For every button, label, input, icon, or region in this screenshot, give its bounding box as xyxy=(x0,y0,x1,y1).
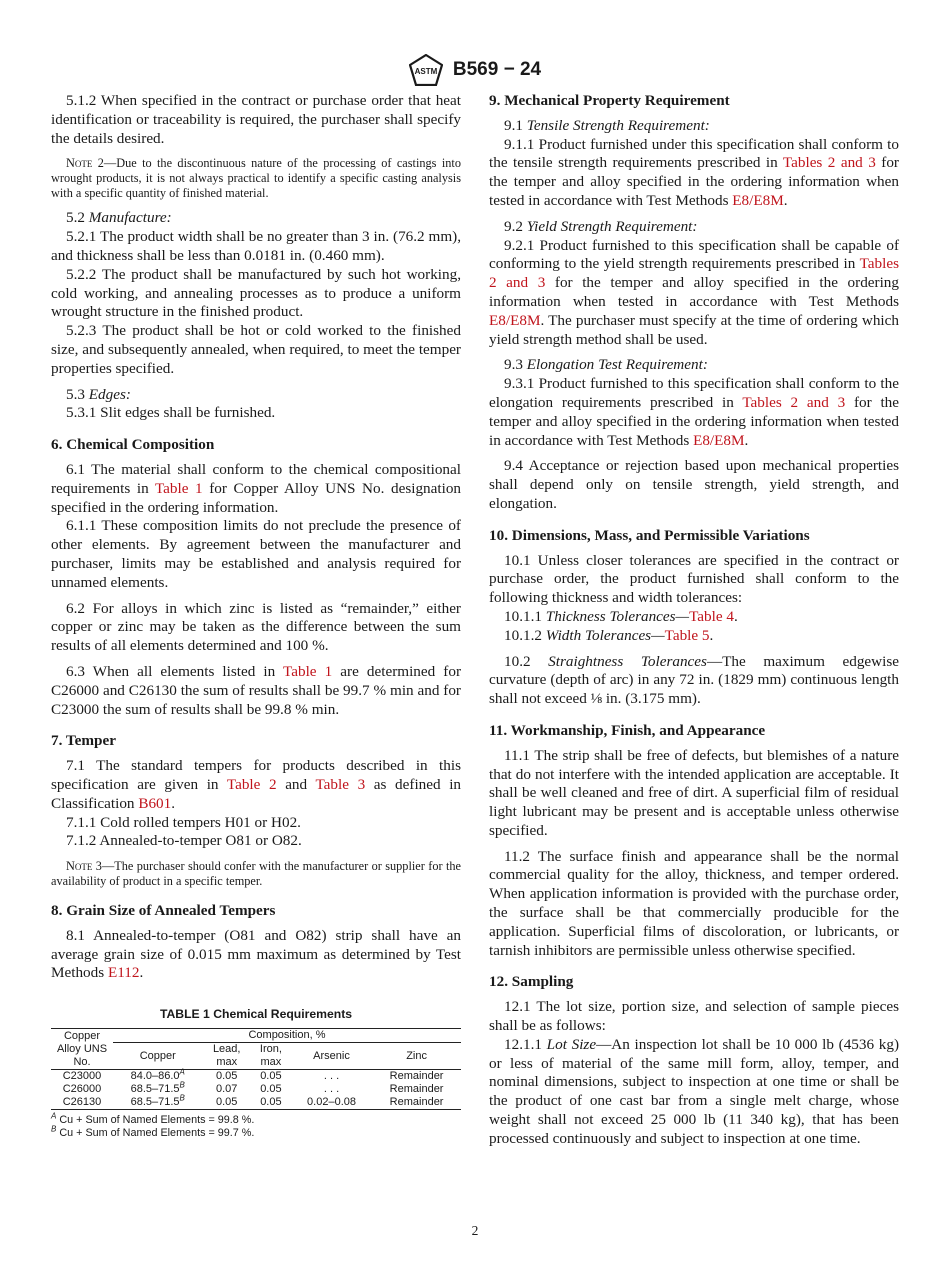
para-11-1: 11.1 The strip shall be free of defects, but blemishes of a nature that do not interfere with the intended application are acceptable. It shall be well cleaned and free of dirt. A superficial film of residual light lubricant may be present and is acceptable unless otherwise specified. xyxy=(489,746,899,839)
col-header-alloy: Copper Alloy UNS No. xyxy=(51,1029,113,1070)
para-6-1: 6.1 The material shall conform to the chemical compositional requirements in Table 1 for Copper Alloy UNS No. designation specified in the ordering information. xyxy=(51,460,462,516)
table-footnote-a: $^A$ Cu + Sum of Named Elements = 99.8 %. xyxy=(51,1111,255,1127)
table-row: C23000 $84.0-86.0^A$ 0.05 0.05 . . . Remainder xyxy=(62,1067,444,1083)
para-5-2-2: 5.2.2 The product shall be manufactured by such hot working, cold working, and annealing processes as to produce a uniform wrought structure in the finished product. xyxy=(51,265,461,321)
para-7-1-2: 7.1.2 Annealed-to-temper O81 or O82. xyxy=(66,832,302,850)
tables-2-3-link[interactable]: Tables 2 and 3 xyxy=(742,393,846,411)
table-1-link[interactable]: Table 1 xyxy=(283,662,333,680)
col-header-composition: Composition, % xyxy=(113,1029,461,1043)
section-9-heading: 9. Mechanical Property Requirement xyxy=(489,92,730,109)
para-5-2-3: 5.2.3 The product shall be hot or cold worked to the finished size, and subsequently annealed, when required, to meet the temper properties specified. xyxy=(51,322,461,377)
col-header-copper: Copper xyxy=(113,1043,203,1070)
para-6-1-1: 6.1.1 These composition limits do not preclude the presence of other elements. By agreement between the manufacturer and purchaser, limits may be established and analysis required for unnamed elements. xyxy=(51,517,461,591)
astm-logo-icon xyxy=(409,54,443,86)
table-3-link[interactable]: Table 3 xyxy=(315,775,366,793)
para-10-1: 10.1 Unless closer tolerances are specified in the contract or purchase order, the product furnished shall conform to the following thickness and width tolerances: xyxy=(489,551,899,607)
para-5-2: 5.2 Manufacture: xyxy=(66,209,172,227)
para-10-1-1: 10.1.1 Thickness Tolerances—Table 4. xyxy=(504,607,738,625)
tables-2-3-link[interactable]: Tables 2 and 3 xyxy=(489,255,899,292)
para-5-1-2: 5.1.2 When specified in the contract or purchase order that heat identification or traceability is required, the purchaser shall specify the details desired. xyxy=(51,92,461,147)
page-header xyxy=(0,54,950,86)
para-10-1-2: 10.1.2 Width Tolerances—Table 5. xyxy=(504,626,714,644)
table-4-link[interactable]: Table 4 xyxy=(689,607,734,625)
note-3: Note 3—The purchaser should confer with the manufacturer or supplier for the availability of product in a specific temper. xyxy=(51,859,461,889)
section-8-heading: 8. Grain Size of Annealed Tempers xyxy=(51,902,276,920)
section-7-heading: 7. Temper xyxy=(51,732,116,750)
para-9-1-1: 9.1.1 Product furnished under this specification shall conform to the tensile strength requirements prescribed in Tables 2 and 3 for the temper and alloy specified in the ordering information when tested in accordance with Test Methods E8/E8M. xyxy=(489,135,899,209)
e8-e8m-link[interactable]: E8/E8M xyxy=(489,311,541,329)
para-11-2: 11.2 The surface finish and appearance shall be the normal commercial quality for the alloy, thickness, and temper ordered. When application information is provided with the purchase order, the surface shall be that commercially producible for the application. Superficial films of discoloration, or lubricants, or tarnish inhibitors are permissible unless otherwise specified. xyxy=(489,847,899,959)
table-row: C26000 $68.5-71.5^B$ 0.07 0.05 . . . Remainder xyxy=(62,1080,444,1096)
tables-2-3-link[interactable]: Tables 2 and 3 xyxy=(782,154,876,172)
para-5-3: 5.3 Edges: xyxy=(66,385,131,403)
right-column xyxy=(489,92,899,1149)
e8-e8m-link[interactable]: E8/E8M xyxy=(693,431,745,449)
para-5-3-1: 5.3.1 Slit edges shall be furnished. xyxy=(66,404,276,422)
b601-link[interactable]: B601 xyxy=(138,794,172,812)
col-header-zinc: Zinc xyxy=(372,1043,461,1070)
col-header-iron: Iron, max xyxy=(251,1043,291,1070)
para-6-2: 6.2 For alloys in which zinc is listed as “remainder,” either copper or zinc may be taken as the difference between the sum results of all elements determined and 100 %. xyxy=(51,599,461,655)
para-7-1: 7.1 The standard tempers for products described in this specification are given in Table 2 and Table 3 as defined in Classification B601. xyxy=(51,757,462,812)
table-1-caption: TABLE 1 Chemical Requirements xyxy=(159,1007,353,1022)
para-12-1-1: 12.1.1 Lot Size—An inspection lot shall be 10 000 lb (4536 kg) or less of material of the same mill form, alloy, temper, and nominal dimensions, subject to inspection at one time or shall be the product of one cast bar from a single melt charge, whose weight shall not exceed 25 000 lb (11 340 kg), that has been processed continuously and subject to inspection at one time. xyxy=(489,1035,900,1147)
svg-text:ASTM: ASTM xyxy=(414,67,438,76)
para-6-3: 6.3 When all elements listed in Table 1 are determined for C26000 and C26130 the sum of results shall be 99.7 % min and for C23000 the sum of results shall be 99.8 % min. xyxy=(51,662,462,718)
e112-link[interactable]: E112 xyxy=(107,964,140,982)
standard-designation: B569 − 24 xyxy=(452,59,542,80)
section-10-heading: 10. Dimensions, Mass, and Permissible Variations xyxy=(489,526,810,544)
section-11-heading: 11. Workmanship, Finish, and Appearance xyxy=(489,721,766,739)
para-9-1: 9.1 Tensile Strength Requirement: xyxy=(504,116,710,134)
table-footnote-b: $^B$ Cu + Sum of Named Elements = 99.7 %. xyxy=(51,1124,255,1140)
col-header-lead: Lead, max xyxy=(203,1043,251,1070)
section-12-heading: 12. Sampling xyxy=(489,973,574,991)
para-7-1-1: 7.1.1 Cold rolled tempers H01 or H02. xyxy=(66,813,301,831)
para-5-2-1: 5.2.1 The product width shall be no greater than 3 in. (76.2 mm), and thickness shall be less than 0.0181 in. (0.460 mm). xyxy=(51,228,461,264)
para-9-2-1: 9.2.1 Product furnished to this specification shall be capable of conforming to the yield strength requirements prescribed in Tables 2 and 3 for the temper and alloy specified in the ordering information when tested in accordance with Test Methods E8/E8M. The purchaser must specify at the time of ordering which yield strength method shall be used. xyxy=(489,236,899,348)
table-1 xyxy=(51,1005,461,1140)
col-header-arsenic: Arsenic xyxy=(291,1043,372,1070)
para-9-3-1: 9.3.1 Product furnished to this specification shall conform to the elongation requirements prescribed in Tables 2 and 3 for the temper and alloy specified in the ordering information when tested in accordance with Test Methods E8/E8M. xyxy=(489,375,900,449)
para-12-1: 12.1 The lot size, portion size, and selection of sample pieces shall be as follows: xyxy=(489,998,899,1035)
para-8-1: 8.1 Annealed-to-temper (O81 and O82) strip shall have an average grain size of 0.015 mm maximum as determined by Test Methods E112. xyxy=(51,926,461,982)
para-9-3: 9.3 Elongation Test Requirement: xyxy=(504,356,708,374)
e8-e8m-link[interactable]: E8/E8M xyxy=(732,191,784,209)
para-9-4: 9.4 Acceptance or rejection based upon mechanical properties shall depend only on tensile strength, yield strength, and elongation. xyxy=(489,457,899,512)
table-1-link[interactable]: Table 1 xyxy=(154,479,203,497)
note-2: Note 2—Due to the discontinuous nature of the processing of castings into wrought products, it is not always practical to identify a specific casting analysis with a specific quantity of finished material. xyxy=(51,156,461,201)
section-6-heading: 6. Chemical Composition xyxy=(51,436,215,454)
table-row: C26130 $68.5-71.5^B$ 0.05 0.05 0.02–0.08 Remainder xyxy=(51,1096,461,1110)
table-2-link[interactable]: Table 2 xyxy=(226,775,277,793)
page-number: 2 xyxy=(471,1223,479,1238)
para-9-2: 9.2 Yield Strength Requirement: xyxy=(504,217,698,235)
left-column xyxy=(51,92,461,1140)
chemical-requirements-table xyxy=(51,1028,461,1110)
table-5-link[interactable]: Table 5 xyxy=(664,626,710,644)
para-10-2: 10.2 Straightness Tolerances—The maximum edgewise curvature (depth of arc) in any 72 in. (1829 mm) continuous length shall not exceed ⅛ in. (3.175 mm). xyxy=(489,652,899,708)
